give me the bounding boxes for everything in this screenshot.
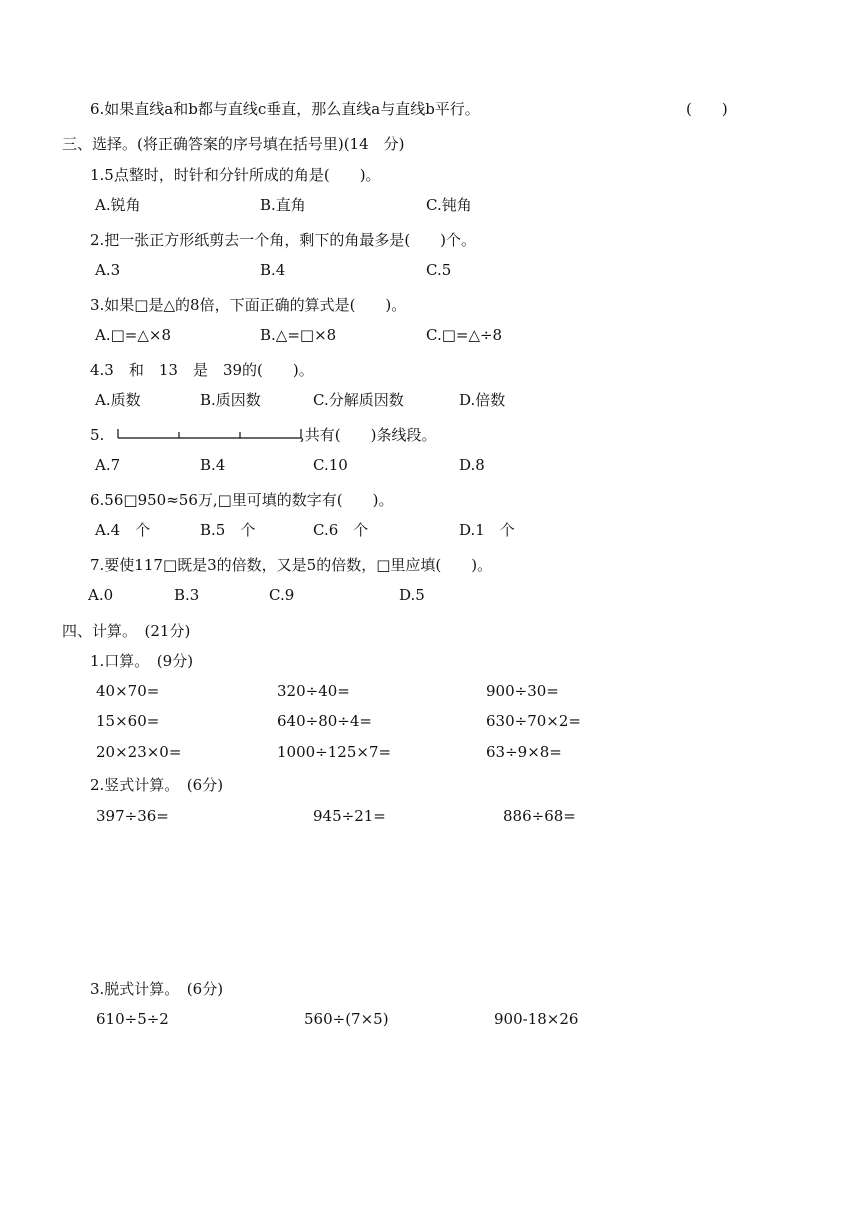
choice-question-5-prefix: 5. xyxy=(90,426,105,444)
vertical-item: 397÷36= xyxy=(96,807,169,825)
option-b: B.4 xyxy=(260,261,286,279)
option-a: A.锐角 xyxy=(95,196,141,214)
answer-parentheses[interactable]: ( ) xyxy=(686,100,728,118)
option-b: B.3 xyxy=(174,586,200,604)
option-c: C.□=△÷8 xyxy=(426,326,503,344)
option-c: C.9 xyxy=(269,586,295,604)
option-b: B.直角 xyxy=(260,196,306,214)
stepwise-item: 610÷5÷2 xyxy=(96,1010,169,1028)
option-d: D.1 个 xyxy=(459,521,515,539)
subsection-title-vertical: 2.竖式计算。 (6分) xyxy=(90,776,224,794)
option-c: C.钝角 xyxy=(426,196,472,214)
mental-item: 20×23×0= xyxy=(96,743,182,761)
choice-question-2: 2.把一张正方形纸剪去一个角，剩下的角最多是( )个。 xyxy=(90,231,477,249)
judge-question-6: 6.如果直线a和b都与直线c垂直，那么直线a与直线b平行。 xyxy=(90,100,480,118)
option-a: A.0 xyxy=(88,586,114,604)
subsection-title-mental: 1.口算。 (9分) xyxy=(90,652,194,670)
option-b: B.质因数 xyxy=(200,391,261,409)
option-a: A.4 个 xyxy=(95,521,151,539)
choice-question-7: 7.要使117□既是3的倍数，又是5的倍数，□里应填( )。 xyxy=(90,556,493,574)
mental-item: 1000÷125×7= xyxy=(277,743,392,761)
vertical-item: 945÷21= xyxy=(313,807,386,825)
option-c: C.5 xyxy=(426,261,452,279)
section-title-choice: 三、选择。(将正确答案的序号填在括号里)(14 分) xyxy=(62,135,405,153)
mental-item: 63÷9×8= xyxy=(486,743,562,761)
option-b: B.△=□×8 xyxy=(260,326,337,344)
mental-item: 630÷70×2= xyxy=(486,712,581,730)
subsection-title-stepwise: 3.脱式计算。 (6分) xyxy=(90,980,224,998)
mental-item: 15×60= xyxy=(96,712,160,730)
option-c: C.6 个 xyxy=(313,521,369,539)
option-b: B.4 xyxy=(200,456,226,474)
option-c: C.分解质因数 xyxy=(313,391,404,409)
option-a: A.质数 xyxy=(95,391,141,409)
choice-question-3: 3.如果□是△的8倍，下面正确的算式是( )。 xyxy=(90,296,407,314)
option-a: A.□=△×8 xyxy=(95,326,171,344)
option-d: D.8 xyxy=(459,456,485,474)
choice-question-1: 1.5点整时，时针和分针所成的角是( )。 xyxy=(90,166,381,184)
choice-question-4: 4.3 和 13 是 39的( )。 xyxy=(90,361,314,379)
option-d: D.倍数 xyxy=(459,391,506,409)
mental-item: 640÷80÷4= xyxy=(277,712,372,730)
mental-item: 900÷30= xyxy=(486,682,559,700)
option-c: C.10 xyxy=(313,456,348,474)
vertical-item: 886÷68= xyxy=(503,807,576,825)
option-b: B.5 个 xyxy=(200,521,256,539)
option-d: D.5 xyxy=(399,586,425,604)
option-a: A.7 xyxy=(95,456,121,474)
mental-item: 320÷40= xyxy=(277,682,350,700)
line-segment-figure xyxy=(116,426,306,442)
choice-question-6: 6.56□950≈56万,□里可填的数字有( )。 xyxy=(90,491,394,509)
choice-question-5-suffix: ,共有( )条线段。 xyxy=(300,426,437,444)
section-title-calculation: 四、计算。 (21分) xyxy=(62,622,191,640)
option-a: A.3 xyxy=(95,261,121,279)
stepwise-item: 900-18×26 xyxy=(494,1010,579,1028)
stepwise-item: 560÷(7×5) xyxy=(304,1010,389,1028)
mental-item: 40×70= xyxy=(96,682,160,700)
